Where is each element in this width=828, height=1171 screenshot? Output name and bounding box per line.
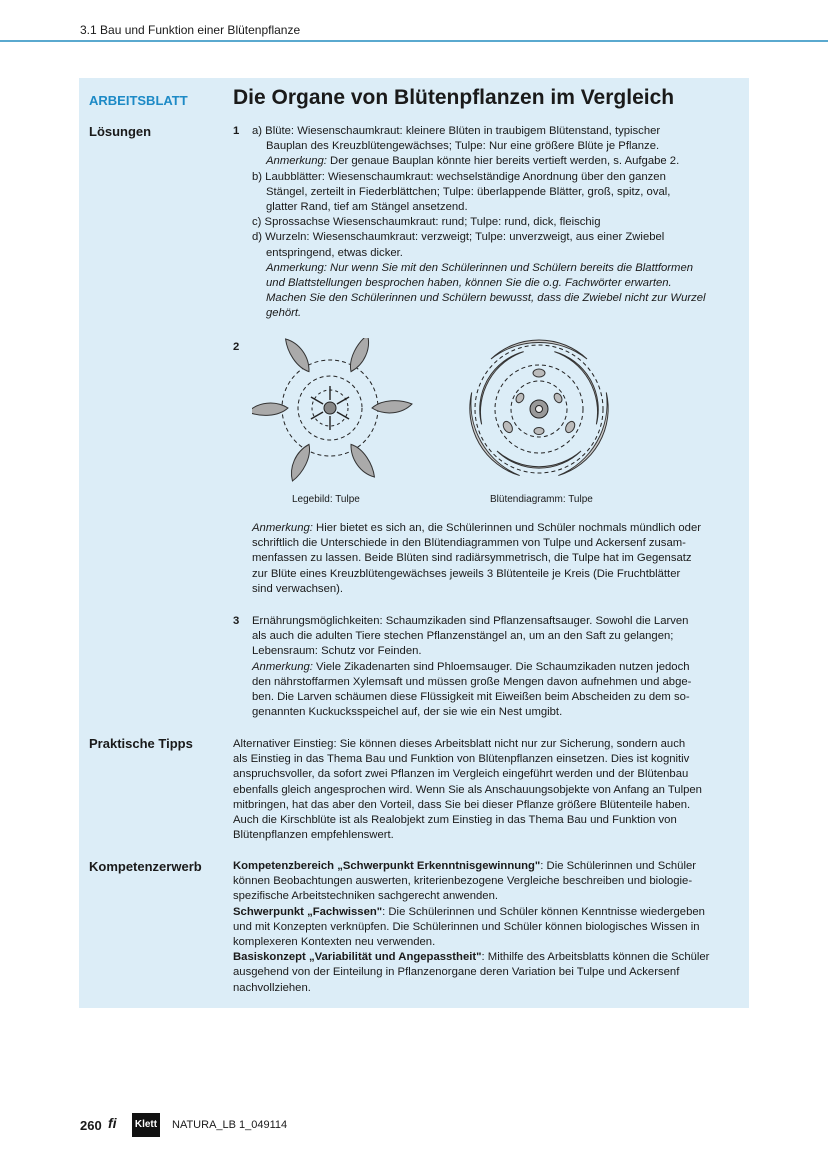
note-line: schriftlich die Unterschiede in den Blütendiagrammen von Tulpe und Ackersenf zusam-	[252, 537, 686, 550]
competence-heading: Basiskonzept „Variabilität und Angepasstheit"	[233, 951, 482, 964]
text-line: ausgehend von der Einteilung in Pflanzenorgane deren Variation bei Tulpe und Ackersenf	[233, 966, 680, 979]
answer-note	[252, 291, 732, 306]
competence-heading: Kompetenzbereich „Schwerpunkt Erkenntnisgewinnung"	[233, 860, 541, 872]
tepal-shape	[285, 442, 316, 483]
answer-line: d) Wurzeln: Wiesenschaumkraut: verzweigt; Tulpe: unverzweigt, aus einer Zwiebel	[252, 231, 665, 244]
text-line: können Beobachtungen auswerten, kriterienbezogene Vergleiche beschreiben und biologie-	[233, 875, 693, 888]
stamen-mark	[534, 428, 544, 435]
text-line	[233, 950, 733, 965]
klett-mark-icon: ﬁ	[108, 1115, 117, 1131]
text-line: spezifische Arbeitstechniken sachgerecht anwenden.	[233, 890, 499, 903]
page-header	[0, 0, 828, 44]
text-line	[233, 859, 733, 874]
note-line: Anmerkung: Nur wenn Sie mit den Schülerinnen und Schülern bereits die Blattformen	[266, 261, 694, 274]
tepal-shape	[283, 338, 314, 375]
tulip-flower-diagram	[460, 330, 618, 488]
note-line: genannten Kuckucksspeichel auf, der sie wie ein Nest umgibt.	[252, 706, 563, 719]
stamen	[311, 412, 323, 419]
text-line: Alternativer Einstieg: Sie können dieses Arbeitsblatt nicht nur zur Sicherung, sondern auch	[233, 738, 686, 750]
stamen	[337, 397, 349, 404]
tepal-shape	[347, 441, 378, 482]
caption-bluetendiagramm: Blütendiagramm: Tulpe	[490, 494, 593, 505]
stamen-mark	[514, 392, 525, 404]
text-line: komplexeren Kontexten neu verwenden.	[233, 936, 436, 949]
pistil	[324, 402, 336, 414]
task-3-answer	[252, 614, 732, 720]
text-span: : Mithilfe des Arbeitsblatts können die Schüler	[481, 951, 710, 964]
answer-note	[252, 306, 732, 321]
stamen-mark	[553, 392, 564, 404]
ovary-center	[536, 406, 543, 413]
note-line	[252, 660, 732, 675]
stamen-mark	[533, 369, 545, 377]
tepal-shape	[252, 403, 288, 415]
note-line: Machen Sie den Schülerinnen und Schülern bewusst, dass die Zwiebel nicht zur Wurzel	[266, 292, 706, 305]
page-number: 260	[80, 1118, 102, 1133]
section-label-tipps: Praktische Tipps	[89, 736, 193, 751]
note-text: Viele Zikadenarten sind Phloemsauger. Die Schaumzikaden nutzen jedoch	[312, 660, 690, 673]
answer-line: c) Sprossachse Wiesenschaumkraut: rund; Tulpe: rund, dick, fleischig	[252, 216, 601, 229]
text-line: mitbringen, hat das aber den Vorteil, dass Sie bei dieser Pflanze größere Blütenteile haben.	[233, 798, 691, 811]
answer-note	[252, 154, 732, 169]
kompetenz-text	[233, 859, 733, 996]
text-line: anspruchsvoller, da sofort zwei Pflanzen im Vergleich eingeführt werden und der Blütenbau	[233, 768, 689, 781]
text-line: Blütenpflanzen empfehlenswert.	[233, 829, 394, 842]
section-label-loesungen: Lösungen	[89, 124, 152, 139]
text-line: ebenfalls gleich angesprochen wird. Wenn Sie als Anschauungsobjekte von Anfang an Tulpen	[233, 783, 702, 796]
text-line: und mit Konzepten verknüpfen. Die Schülerinnen und Schüler können biologisches Wissen in	[233, 920, 700, 933]
note-label: Anmerkung:	[252, 522, 313, 534]
answer-line: b) Laubblätter: Wiesenschaumkraut: wechselständige Anordnung über den ganzen	[252, 170, 666, 183]
answer-note	[252, 261, 732, 276]
note-line: gehört.	[266, 307, 302, 320]
note-line: sind verwachsen).	[252, 582, 344, 595]
note-line: den nährstoffarmen Xylemsaft und müssen große Mengen davon aufnehmen und abge-	[252, 675, 692, 688]
task-2-note	[252, 521, 732, 597]
product-code: NATURA_LB 1_049114	[172, 1119, 288, 1131]
note-label: Anmerkung:	[252, 660, 313, 673]
answer-note	[252, 276, 732, 291]
publisher-name: Klett	[132, 1113, 160, 1137]
tipps-text	[233, 737, 733, 843]
stamen-mark	[501, 420, 514, 434]
note-line: ben. Die Larven schäumen diese Flüssigkeit mit Eiweißen beim Abscheiden zu dem so-	[252, 691, 690, 704]
text-span: : Die Schülerinnen und Schüler	[540, 860, 697, 872]
note-text: Hier bietet es sich an, die Schülerinnen und Schüler nochmals mündlich oder	[312, 522, 701, 534]
note-line: und Blattstellungen besprochen haben, können Sie die o.g. Fachwörter erwarten.	[266, 277, 672, 290]
caption-legebild: Legebild: Tulpe	[292, 494, 360, 505]
task-number-3: 3	[233, 615, 240, 627]
answer-line: als auch die adulten Tiere stechen Pflanzenstängel an, um an den Saft zu gelangen;	[252, 630, 674, 643]
page-title: Die Organe von Blütenpflanzen im Vergleich	[233, 86, 675, 109]
answer-line: glatter Rand, tief am Stängel ansetzend.	[266, 201, 468, 214]
text-line: Auch die Kirschblüte ist als Realobjekt zum Einstieg in das Thema Bau und Funktion von	[233, 814, 677, 827]
tepal-shape	[345, 338, 376, 374]
answer-line: Stängel, zerteilt in Fiederblättchen; Tulpe: überlappende Blätter, groß, spitz, oval,	[266, 185, 671, 198]
note-text: Der genaue Bauplan könnte hier bereits vertieft werden, s. Aufgabe 2.	[326, 155, 680, 168]
outer-tepal-arc	[460, 392, 520, 485]
answer-line: Lebensraum: Schutz vor Feinden.	[252, 645, 422, 658]
answer-line: Bauplan des Kreuzblütengewächses; Tulpe: Nur eine größere Blüte je Pflanze.	[266, 140, 660, 153]
text-span: : Die Schülerinnen und Schüler können Kenntnisse wiedergeben	[382, 905, 705, 918]
inner-tepal-arc	[497, 451, 581, 468]
answer-line: a) Blüte: Wiesenschaumkraut: kleinere Blüten in traubigem Blütenstand, typischer	[252, 125, 661, 137]
note-line	[252, 521, 732, 536]
stamen-mark	[564, 420, 577, 434]
publisher-logo	[108, 1113, 160, 1137]
stamen	[337, 412, 349, 419]
note-line: menfassen zu lassen. Beide Blüten sind radiärsymmetrisch, die Tulpe hat im Gegensatz	[252, 552, 692, 565]
answer-line: Ernährungsmöglichkeiten: Schaumzikaden sind Pflanzensaftsauger. Sowohl die Larven	[252, 615, 689, 627]
task-1-answers	[252, 124, 732, 322]
outer-tepal-arc	[491, 340, 587, 359]
header-rule	[0, 40, 828, 42]
answer-line: entspringend, etwas dicker.	[266, 246, 403, 259]
text-line: nachvollziehen.	[233, 981, 311, 994]
note-label: Anmerkung:	[266, 155, 327, 168]
outer-tepal-arc	[558, 392, 618, 485]
task-number-1: 1	[233, 125, 240, 137]
competence-heading: Schwerpunkt „Fachwissen"	[233, 905, 383, 918]
worksheet-label: ARBEITSBLATT	[89, 93, 188, 108]
text-line	[233, 905, 733, 920]
task-number-2: 2	[233, 341, 240, 353]
tulip-layout-figure	[252, 338, 417, 488]
section-label-kompetenz: Kompetenzerwerb	[89, 859, 202, 874]
text-line: als Einstieg in das Thema Bau und Funktion von Blütenpflanzen einsetzen. Dies ist kognitiv	[233, 753, 690, 766]
chapter-title: 3.1 Bau und Funktion einer Blütenpflanze	[80, 23, 301, 37]
note-line: zur Blüte eines Kreuzblütengewächses jeweils 3 Blütenteile je Kreis (Die Fruchtblätter	[252, 567, 681, 580]
